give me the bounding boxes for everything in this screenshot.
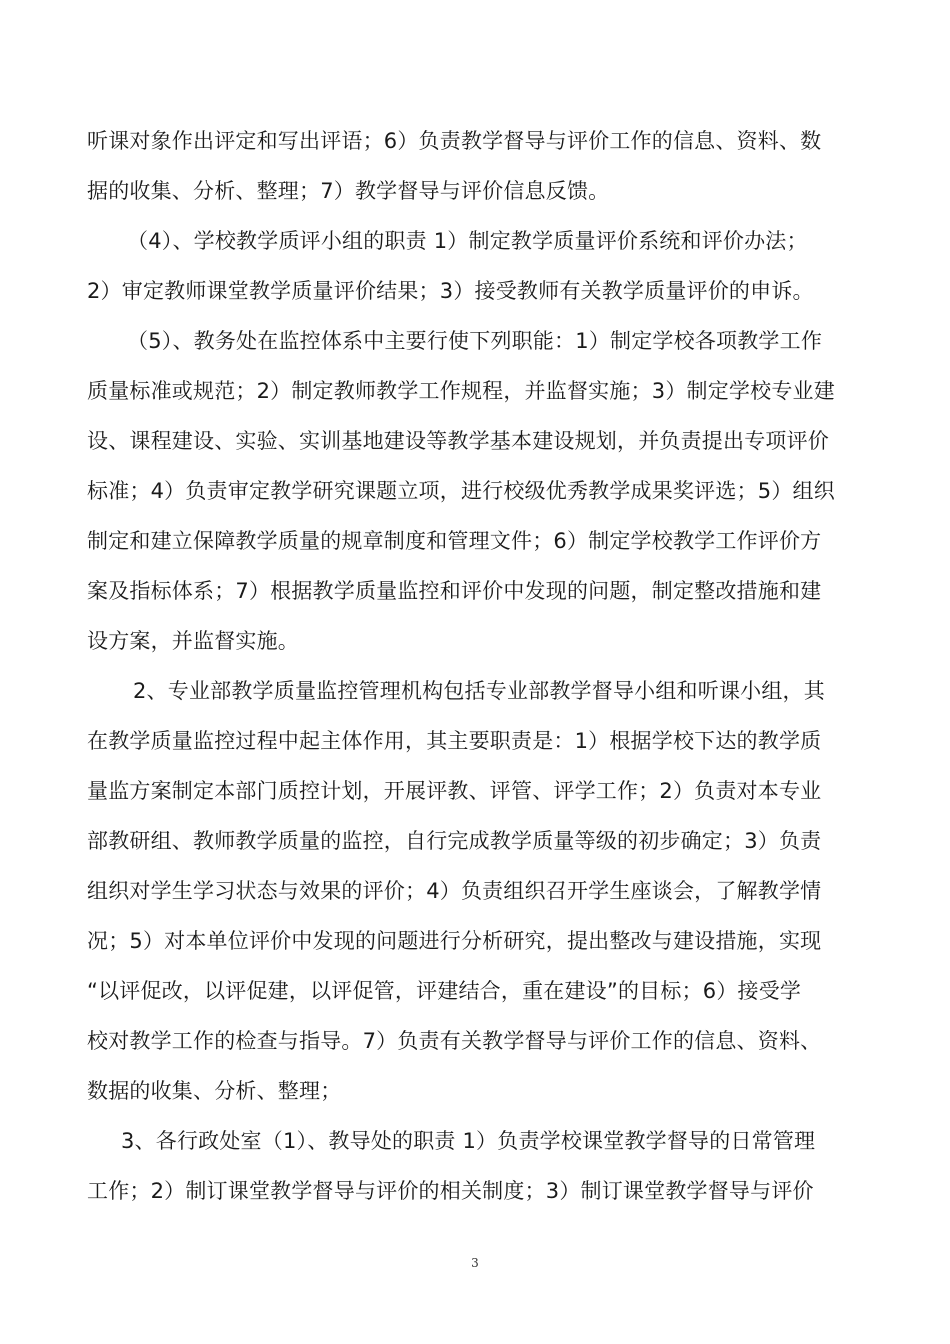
text-line: 况；5）对本单位评价中发现的问题进行分析研究，提出整改与建设措施，实现: [87, 929, 822, 953]
text-line: 案及指标体系；7）根据教学质量监控和评价中发现的问题，制定整改措施和建: [87, 579, 822, 603]
text-line: （4）、学校教学质评小组的职责 1）制定教学质量评价系统和评价办法；: [127, 229, 808, 253]
text-line: 设、课程建设、实验、实训基地建设等教学基本建设规划，并负责提出专项评价: [87, 429, 829, 453]
text-line: 在教学质量监控过程中起主体作用，其主要职责是：1）根据学校下达的教学质: [87, 729, 822, 753]
text-line: 听课对象作出评定和写出评语；6）负责教学督导与评价工作的信息、资料、数: [87, 129, 822, 153]
text-line: 组织对学生学习状态与效果的评价；4）负责组织召开学生座谈会，了解教学情: [87, 879, 822, 903]
text-line: 2）审定教师课堂教学质量评价结果；3）接受教师有关教学质量评价的申诉。: [87, 279, 814, 303]
page-number: 3: [471, 1256, 479, 1270]
text-line: 质量标准或规范；2）制定教师教学工作规程，并监督实施；3）制定学校专业建: [87, 379, 835, 403]
text-line: 部教研组、教师教学质量的监控，自行完成教学质量等级的初步确定；3）负责: [87, 829, 822, 853]
text-line: 工作；2）制订课堂教学督导与评价的相关制度；3）制订课堂教学督导与评价: [87, 1179, 814, 1203]
text-line: “以评促改，以评促建，以评促管，评建结合，重在建设”的目标；6）接受学: [87, 979, 802, 1003]
text-line: 标准；4）负责审定教学研究课题立项，进行校级优秀教学成果奖评选；5）组织: [87, 479, 835, 503]
text-line: 设方案，并监督实施。: [87, 629, 299, 653]
text-line: （5）、教务处在监控体系中主要行使下列职能：1）制定学校各项教学工作: [127, 329, 823, 353]
text-line: 量监方案制定本部门质控计划，开展评教、评管、评学工作；2）负责对本专业: [87, 779, 822, 803]
text-line: 3、各行政处室（1）、教导处的职责 1）负责学校课堂教学督导的日常管理: [121, 1129, 816, 1153]
text-line: 制定和建立保障教学质量的规章制度和管理文件；6）制定学校教学工作评价方: [87, 529, 822, 553]
text-line: 数据的收集、分析、整理；: [87, 1079, 342, 1103]
text-line: 据的收集、分析、整理；7）教学督导与评价信息反馈。: [87, 179, 610, 203]
text-line: 2、专业部教学质量监控管理机构包括专业部教学督导小组和听课小组，其: [133, 679, 825, 703]
text-line: 校对教学工作的检查与指导。7）负责有关教学督导与评价工作的信息、资料、: [87, 1029, 822, 1053]
